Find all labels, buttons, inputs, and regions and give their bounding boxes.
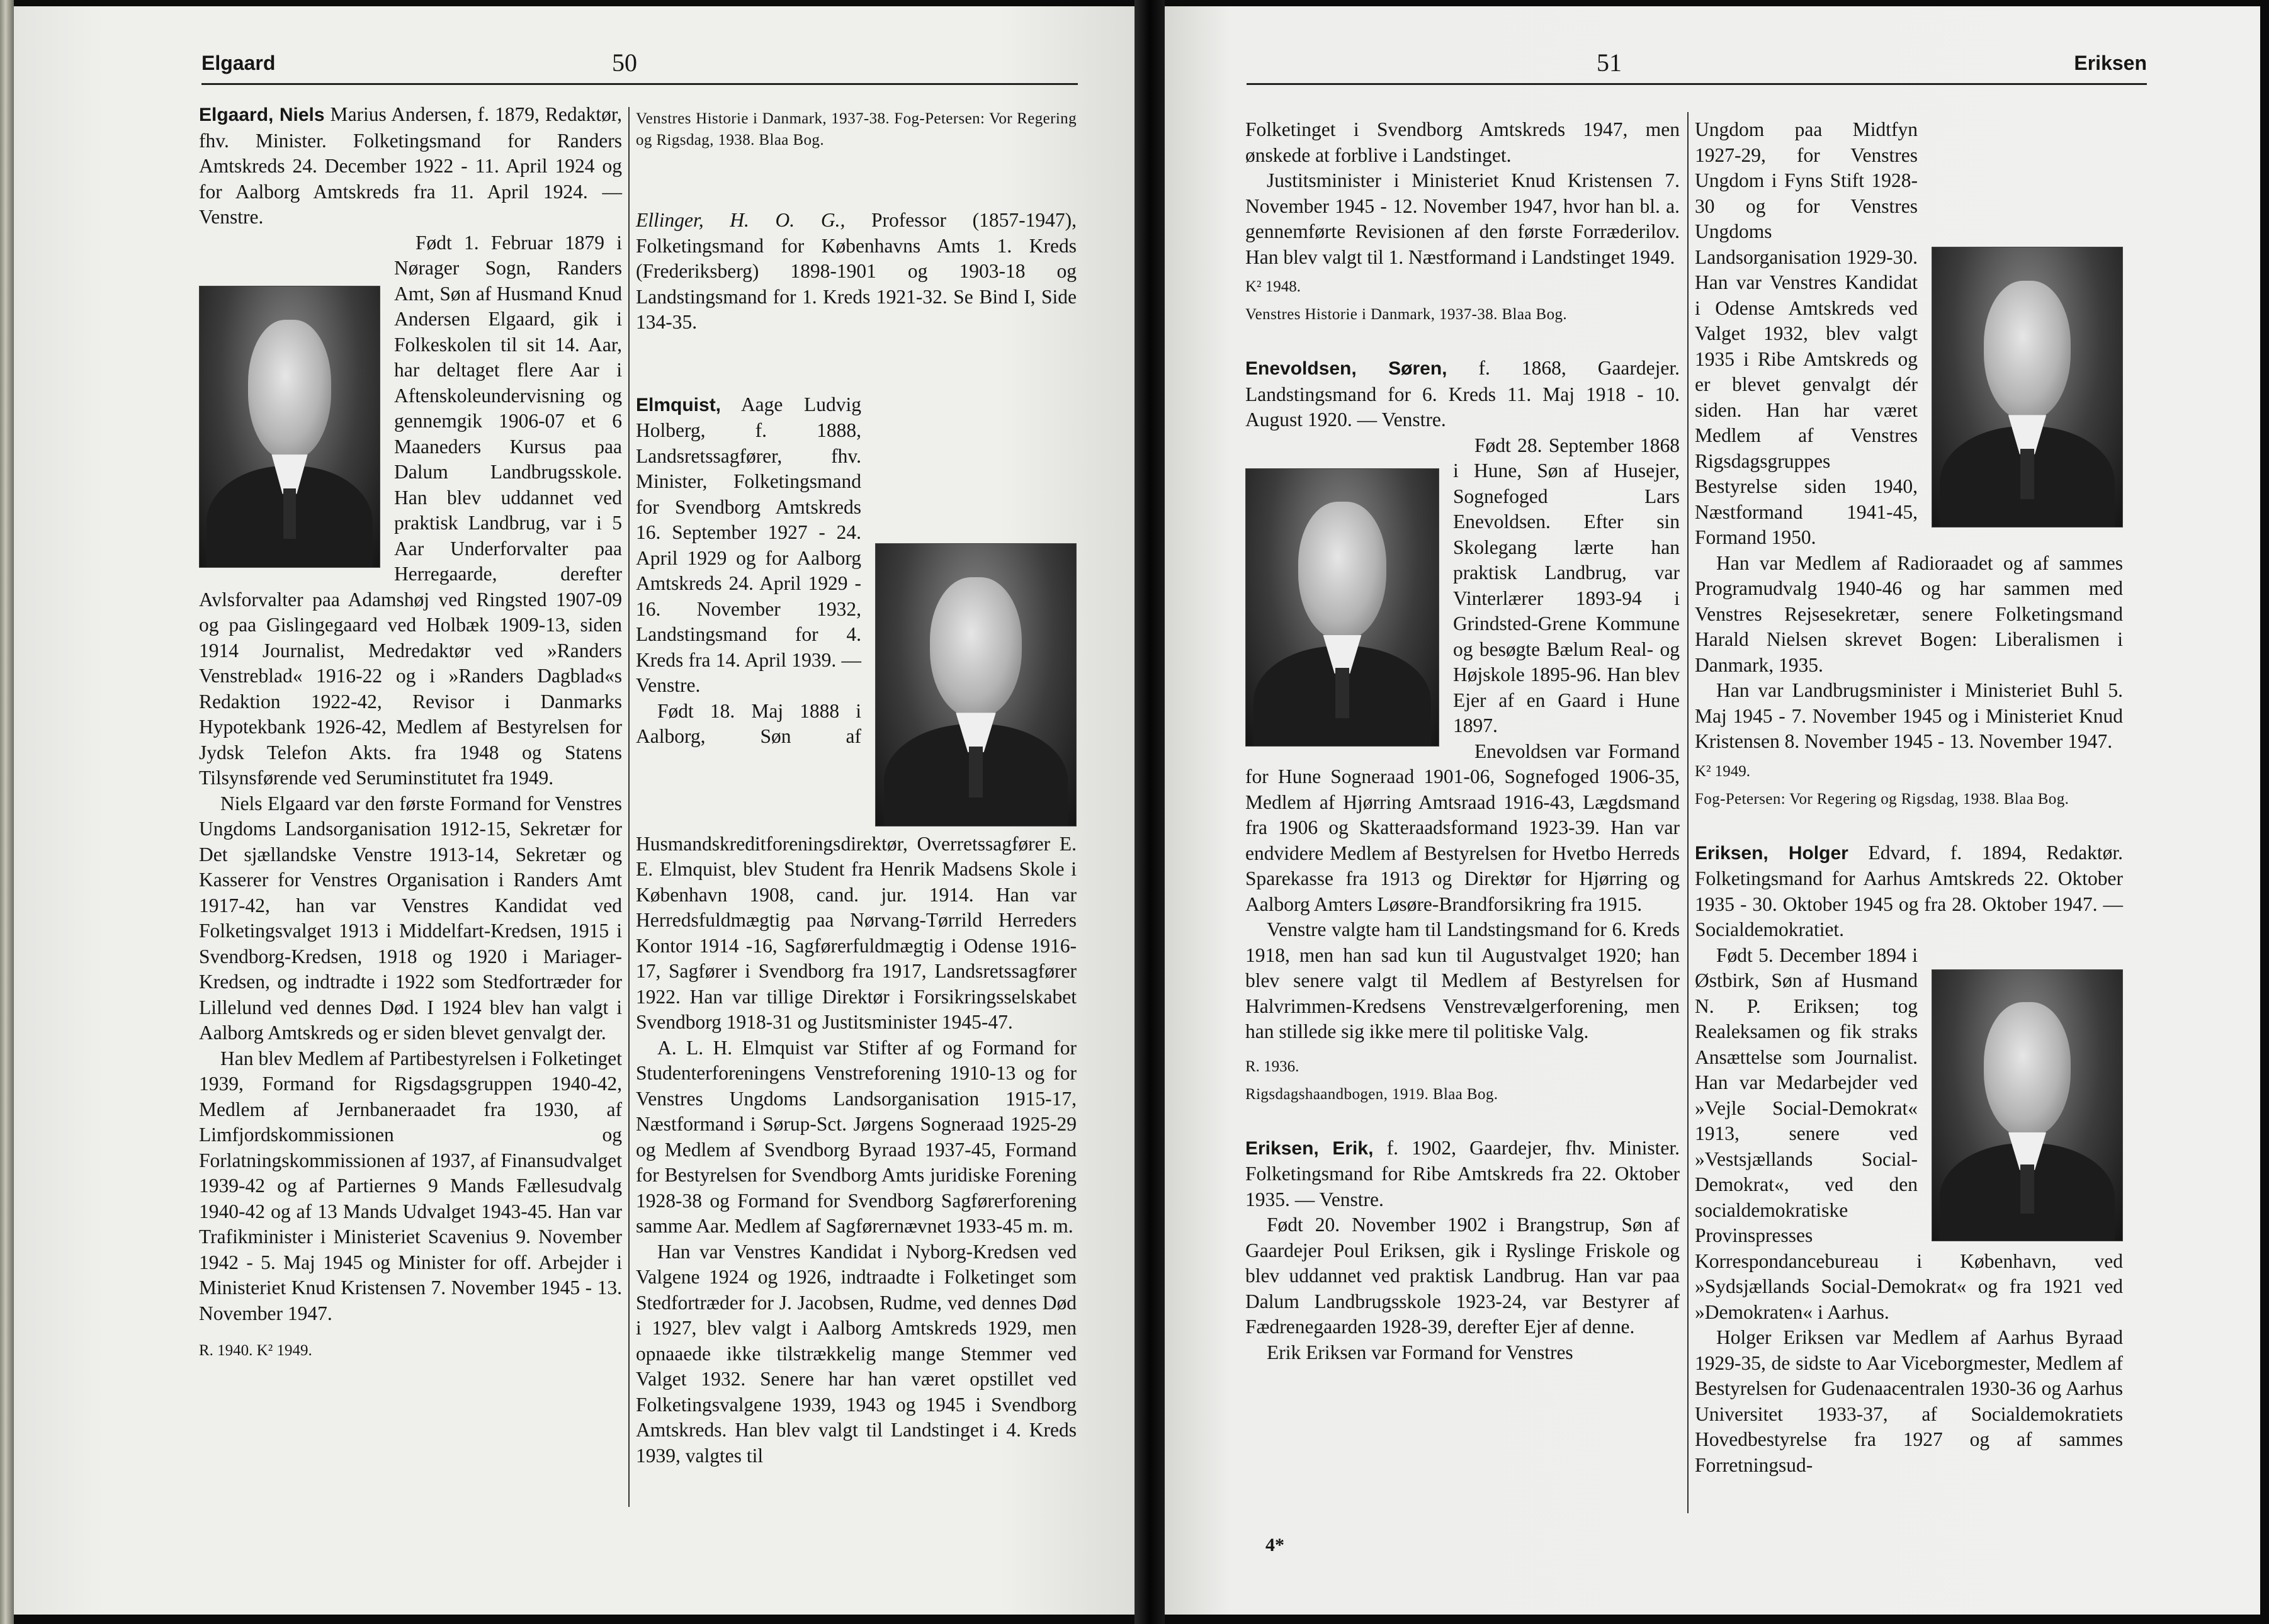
left-page-column-1: [199, 102, 622, 1362]
left-page-column-2: [636, 108, 1077, 1469]
paragraph: Han blev Medlem af Partibestyrelsen i Folketinget 1939, Formand for Rigsdagsgruppen 1940-42, Medlem af Jernbaneraadet fra 1930, af Limfjordskommissionen og Forlatningskommissionen af 1937, af Finansudvalget 1939-42 og af Partiernes 9 Mands Fællesudvalg 1940-42 og af 13 Mands Udvalget 1943-45. Han var Trafikminister i Ministeriet Scavenius 9. November 1942 - 5. Maj 1945 og Minister for off. Arbejder i Ministeriet Knud Kristensen 7. November 1945 - 13. November 1947.: [199, 1047, 622, 1324]
paragraph: A. L. H. Elmquist var Stifter af og Formand for Studenterforeningens Venstreforening 1910-13 og for Venstres Ungdoms Landsorganisation 1915-17, Næstformand i Sørup-Sct. Jørgens Sogneraad 1925-29 og Medlem af Svendborg Byraad 1937-45, Formand for Bestyrelsen for Svendborg Amts juridiske Forening 1928-38 og Formand for Svendborg Sagførerforening samme Aar. Medlem af Sagførernævnet 1933-45 m. m.: [636, 1036, 1077, 1237]
portrait-photo-elmquist: [875, 543, 1077, 826]
right-page-column-2: [1695, 117, 2123, 1478]
portrait-photo-eriksen-holger: [1932, 969, 2123, 1241]
entry-name: Eriksen, Holger: [1695, 842, 1848, 864]
entry-enevoldsen: Enevoldsen, Søren, f. 1868, Gaardejer. Landstingsmand for 6. Kreds 11. Maj 1918 - 10. August 1920. — Venstre.: [1245, 357, 1680, 431]
running-head-left: Elgaard: [201, 52, 276, 74]
paragraph: Født 20. November 1902 i Brangstrup, Søn af Gaardejer Poul Eriksen, gik i Ryslinge Friskole og blev uddannet ved praktisk Landbrug. Han var paa Dalum Landbrugsskole 1923-24, var Bestyrer af Fædrenegaarden 1928-39, derefter Ejer af denne.: [1245, 1214, 1680, 1338]
paragraph: Niels Elgaard var den første Formand for Venstres Ungdoms Landsorganisation 1912-15, Sekretær for Det sjællandske Venstre 1913-14, Sekretær og Kasserer for Venstres Organisation i Randers Amt 1917-42, han var Venstres Kandidat ved Folketingsvalget 1913 i Middelfart-Kredsen, 1915 i Svendborg-Kredsen, 1918 og 1920 i Mariager-Kredsen, og indtradte i 1922 som Stedfortræder for Lillelund ved dennes Død. I 1924 blev han valgt i Aalborg Amtskreds og er siden blevet genvalgt der.: [199, 792, 622, 1044]
entry-eriksen-erik: Eriksen, Erik, f. 1902, Gaardejer, fhv. Minister. Folketingsmand for Ribe Amtskreds fra 22. Oktober 1935. — Venstre.: [1245, 1136, 1680, 1210]
source-note: Venstres Historie i Danmark, 1937-38. Blaa Bog.: [1245, 306, 1568, 323]
portrait-photo-eriksen-erik: [1932, 247, 2123, 527]
paragraph: Enevoldsen var Formand for Hune Sogneraad 1901-06, Sognefoged 1906-35, Medlem af Hjørring Amtsraad 1916-43, Lægdsmand fra 1906 og Skatteraadsformand 1923-39. Han var endvidere Medlem af Bestyrelsen for Hvetbo Herreds Sparekasse fra 1913 og Direktør for Hjørring og Aalborg Amters Løsøre-Brandforsikring fra 1915.: [1245, 740, 1680, 915]
paragraph: Han var Landbrugsminister i Ministeriet Buhl 5. Maj 1945 - 7. November 1945 og i Ministeriet Knud Kristensen 8. November 1945 - 13. November 1947.: [1695, 679, 2123, 752]
paragraph: Født 18. Maj 1888 i Aalborg, Søn af Husmandskreditforeningsdirektør, Overretssagfører E. E. Elmquist, blev Student fra Henrik Madsens Skole i København 1908, cand. jur. 1914. Han var Herredsfuldmægtig paa Nørvang-Tørrild Herreders Kontor 1914 -16, Sagførerfuldmægtig i Odense 1916-17, Sagfører i Svendborg fra 1917, Landsretssagfører 1922. Han var tillige Direktør i Forsikringsselskabet Svendborg 1918-31 og Justitsminister 1945-47.: [636, 699, 1077, 1033]
paragraph: Han var Medlem af Radioraadet og af sammes Programudvalg 1940-46 og har sammen med Venstres Rejsesekretær, senere Folketingsmand Harald Nielsen skrevet Bogen: Liberalismen i Danmark, 1935.: [1695, 551, 2123, 676]
entry-name: Elmquist,: [636, 394, 721, 415]
paragraph: Ungdom paa Midtfyn 1927-29, for Venstres Ungdom i Fyns Stift 1928-30 og for Venstres Ungdoms Landsorganisation 1929-30. Han var Venstres Kandidat i Odense Amtskreds ved Valget 1932, blev valgt 1935 i Ribe Amtskreds og er blevet genvalgt dér siden. Han har været Medlem af Venstres Rigsdagsgruppes Bestyrelse siden 1940, Næstformand 1941-45, Formand 1950.: [1695, 117, 2123, 551]
paragraph: Erik Eriksen var Formand for Venstres: [1267, 1341, 1573, 1363]
left-page: [14, 6, 1134, 1615]
portrait-photo-enevoldsen: [1245, 468, 1439, 747]
page-number-left: 50: [612, 48, 637, 77]
left-page-header: [201, 45, 1078, 85]
paragraph: Folketinget i Svendborg Amtskreds 1947, men ønskede at forblive i Landstinget.: [1245, 118, 1680, 166]
entry-name: Ellinger, H. O. G.,: [636, 209, 846, 231]
paragraph: Holger Eriksen var Medlem af Aarhus Byraad 1929-35, de sidste to Aar Viceborgmester, Medlem af Bestyrelsen for Gudenaacentralen 1930-36 og Aarhus Universitet 1933-37, af Socialdemokratiets Hovedbestyrelse fra 1927 og af sammes Forretningsud-: [1695, 1326, 2123, 1476]
honours-note: R. 1936.: [1245, 1057, 1299, 1075]
signature-mark: 4*: [1265, 1535, 1284, 1555]
source-note: Venstres Historie i Danmark, 1937-38. Fog-Petersen: Vor Regering og Rigsdag, 1938. Blaa Bog.: [636, 110, 1077, 149]
entry-elmquist: Elmquist, Aage Ludvig Holberg, f. 1888, Landsretssagfører, fhv. Minister, Folketingsmand for Svendborg Amtskreds 16. September 1927 - 24. April 1929 og for Aalborg Amtskreds 24. April 1929 - 16. November 1932, Landstingsmand for 4. Kreds fra 14. April 1939. — Venstre.: [636, 392, 1077, 699]
paragraph: Født 5. December 1894 i Østbirk, Søn af Husmand N. P. Eriksen; tog Realeksamen og fik straks Ansættelse som Journalist. Han var Medarbejder ved »Vejle Social-Demokrat« 1913, senere ved »Vestsjællands Social-Demokrat«, ved den socialdemokratiske Provinspresses Korrespondancebureau i København, ved »Sydsjællands Social-Demokrat« og fra 1921 ved »Demokraten« i Aarhus.: [1695, 944, 2123, 1323]
column-rule: [628, 107, 630, 1507]
honours-note: K² 1949.: [1695, 762, 1751, 780]
page-number-right: 51: [1597, 48, 1622, 77]
entry-elgaard: Elgaard, Niels Marius Andersen, f. 1879, Redaktør, fhv. Minister. Folketingsmand for Randers Amtskreds 24. December 1922 - 11. April 1924 og for Aalborg Amtskreds fra 11. April 1924. — Venstre.: [199, 103, 622, 228]
right-page-header: [1247, 45, 2147, 85]
entry-eriksen-holger: Eriksen, Holger Edvard, f. 1894, Redaktør. Folketingsmand for Aarhus Amtskreds 22. Oktober 1935 - 30. Oktober 1945 og fra 28. Oktober 1947. — Socialdemokratiet.: [1695, 841, 2123, 940]
paragraph: Født 28. September 1868 i Hune, Søn af Husejer, Sognefoged Lars Enevoldsen. Efter sin Skolegang lærte han praktisk Landbrug, var Vinterlærer 1893-94 i Grindsted-Grene Kommune og besøgte Bælum Real- og Højskole 1895-96. Han blev Ejer af en Gaard i Hune 1897.: [1245, 433, 1680, 739]
entry-name: Eriksen, Erik,: [1245, 1137, 1374, 1159]
source-note: Rigsdagshaandbogen, 1919. Blaa Bog.: [1245, 1085, 1498, 1103]
right-page-column-1: [1245, 117, 1680, 1365]
paragraph: Venstre valgte ham til Landstingsmand for 6. Kreds 1918, men han sad kun til Augustvalget 1920; han blev senere valgt til Medlem af Bestyrelsen for Halvrimmen-Kredsens Venstrevælgerforening, men han stillede sig ikke mere til politiske Valg.: [1245, 918, 1680, 1042]
book-spine-edge: [0, 0, 14, 1624]
column-rule: [1687, 112, 1689, 1513]
honours-note: R. 1940. K² 1949.: [199, 1342, 312, 1359]
source-note: Fog-Petersen: Vor Regering og Rigsdag, 1938. Blaa Bog.: [1695, 790, 2069, 808]
running-head-right: Eriksen: [2074, 52, 2147, 74]
right-page: [1165, 6, 2260, 1615]
entry-name: Elgaard, Niels: [199, 104, 325, 125]
paragraph: Født 1. Februar 1879 i Nørager Sogn, Randers Amt, Søn af Husmand Knud Andersen Elgaard, gik i Folkeskolen til sit 14. Aar, har deltaget flere Aar i Aftenskoleundervisning og gennemgik 1906-07 et 6 Maaneders Kursus paa Dalum Landbrugsskole. Han blev uddannet ved praktisk Landbrug, var i 5 Aar Underforvalter paa Herregaarde, derefter Avlsforvalter paa Adamshøj ved Ringsted 1907-09 og paa Gislingegaard ved Holbæk 1909-13, siden 1914 Journalist, Medredaktør ved »Randers Venstreblad« 1916-22 og i »Randers Dagblad«s Redaktion 1922-42, Revisor i Danmarks Hypotekbank 1926-42, Medlem af Bestyrelsen for Jydsk Telefon Akts. fra 1948 og Statens Tilsynsførende ved Seruminstitutet fra 1949.: [199, 231, 622, 789]
paragraph: Justitsminister i Ministeriet Knud Kristensen 7. November 1945 - 12. November 1947, hvor han bl. a. gennemførte Revisionen af den første Forræderilov. Han blev valgt til 1. Næstformand i Landstinget 1949.: [1245, 169, 1680, 268]
honours-note: K² 1948.: [1245, 278, 1301, 295]
book-gutter: [1134, 0, 1165, 1624]
entry-ellinger: Ellinger, H. O. G., Professor (1857-1947), Folketingsmand for Københavns Amts 1. Kreds (Frederiksberg) 1898-1901 og 1903-18 og Landstingsmand for 1. Kreds 1921-32. Se Bind I, Side 134-35.: [636, 209, 1077, 333]
entry-name: Enevoldsen, Søren,: [1245, 358, 1447, 379]
paragraph: Han var Venstres Kandidat i Nyborg-Kredsen ved Valgene 1924 og 1926, indtraadte i Folketinget som Stedfortræder for J. Jacobsen, Rudme, ved dennes Død i 1927, blev valgt i Aalborg Amtskreds 1929, men opnaaede ikke tilstrækkelig mange Stemmer ved Valget 1932. Senere har han været opstillet ved Folketingsvalgene 1939, 1943 og 1945 i Svendborg Amtskreds. Han blev valgt til Landstinget i 4. Kreds 1939, valgtes til: [636, 1240, 1077, 1467]
portrait-photo-elgaard: [199, 286, 380, 568]
